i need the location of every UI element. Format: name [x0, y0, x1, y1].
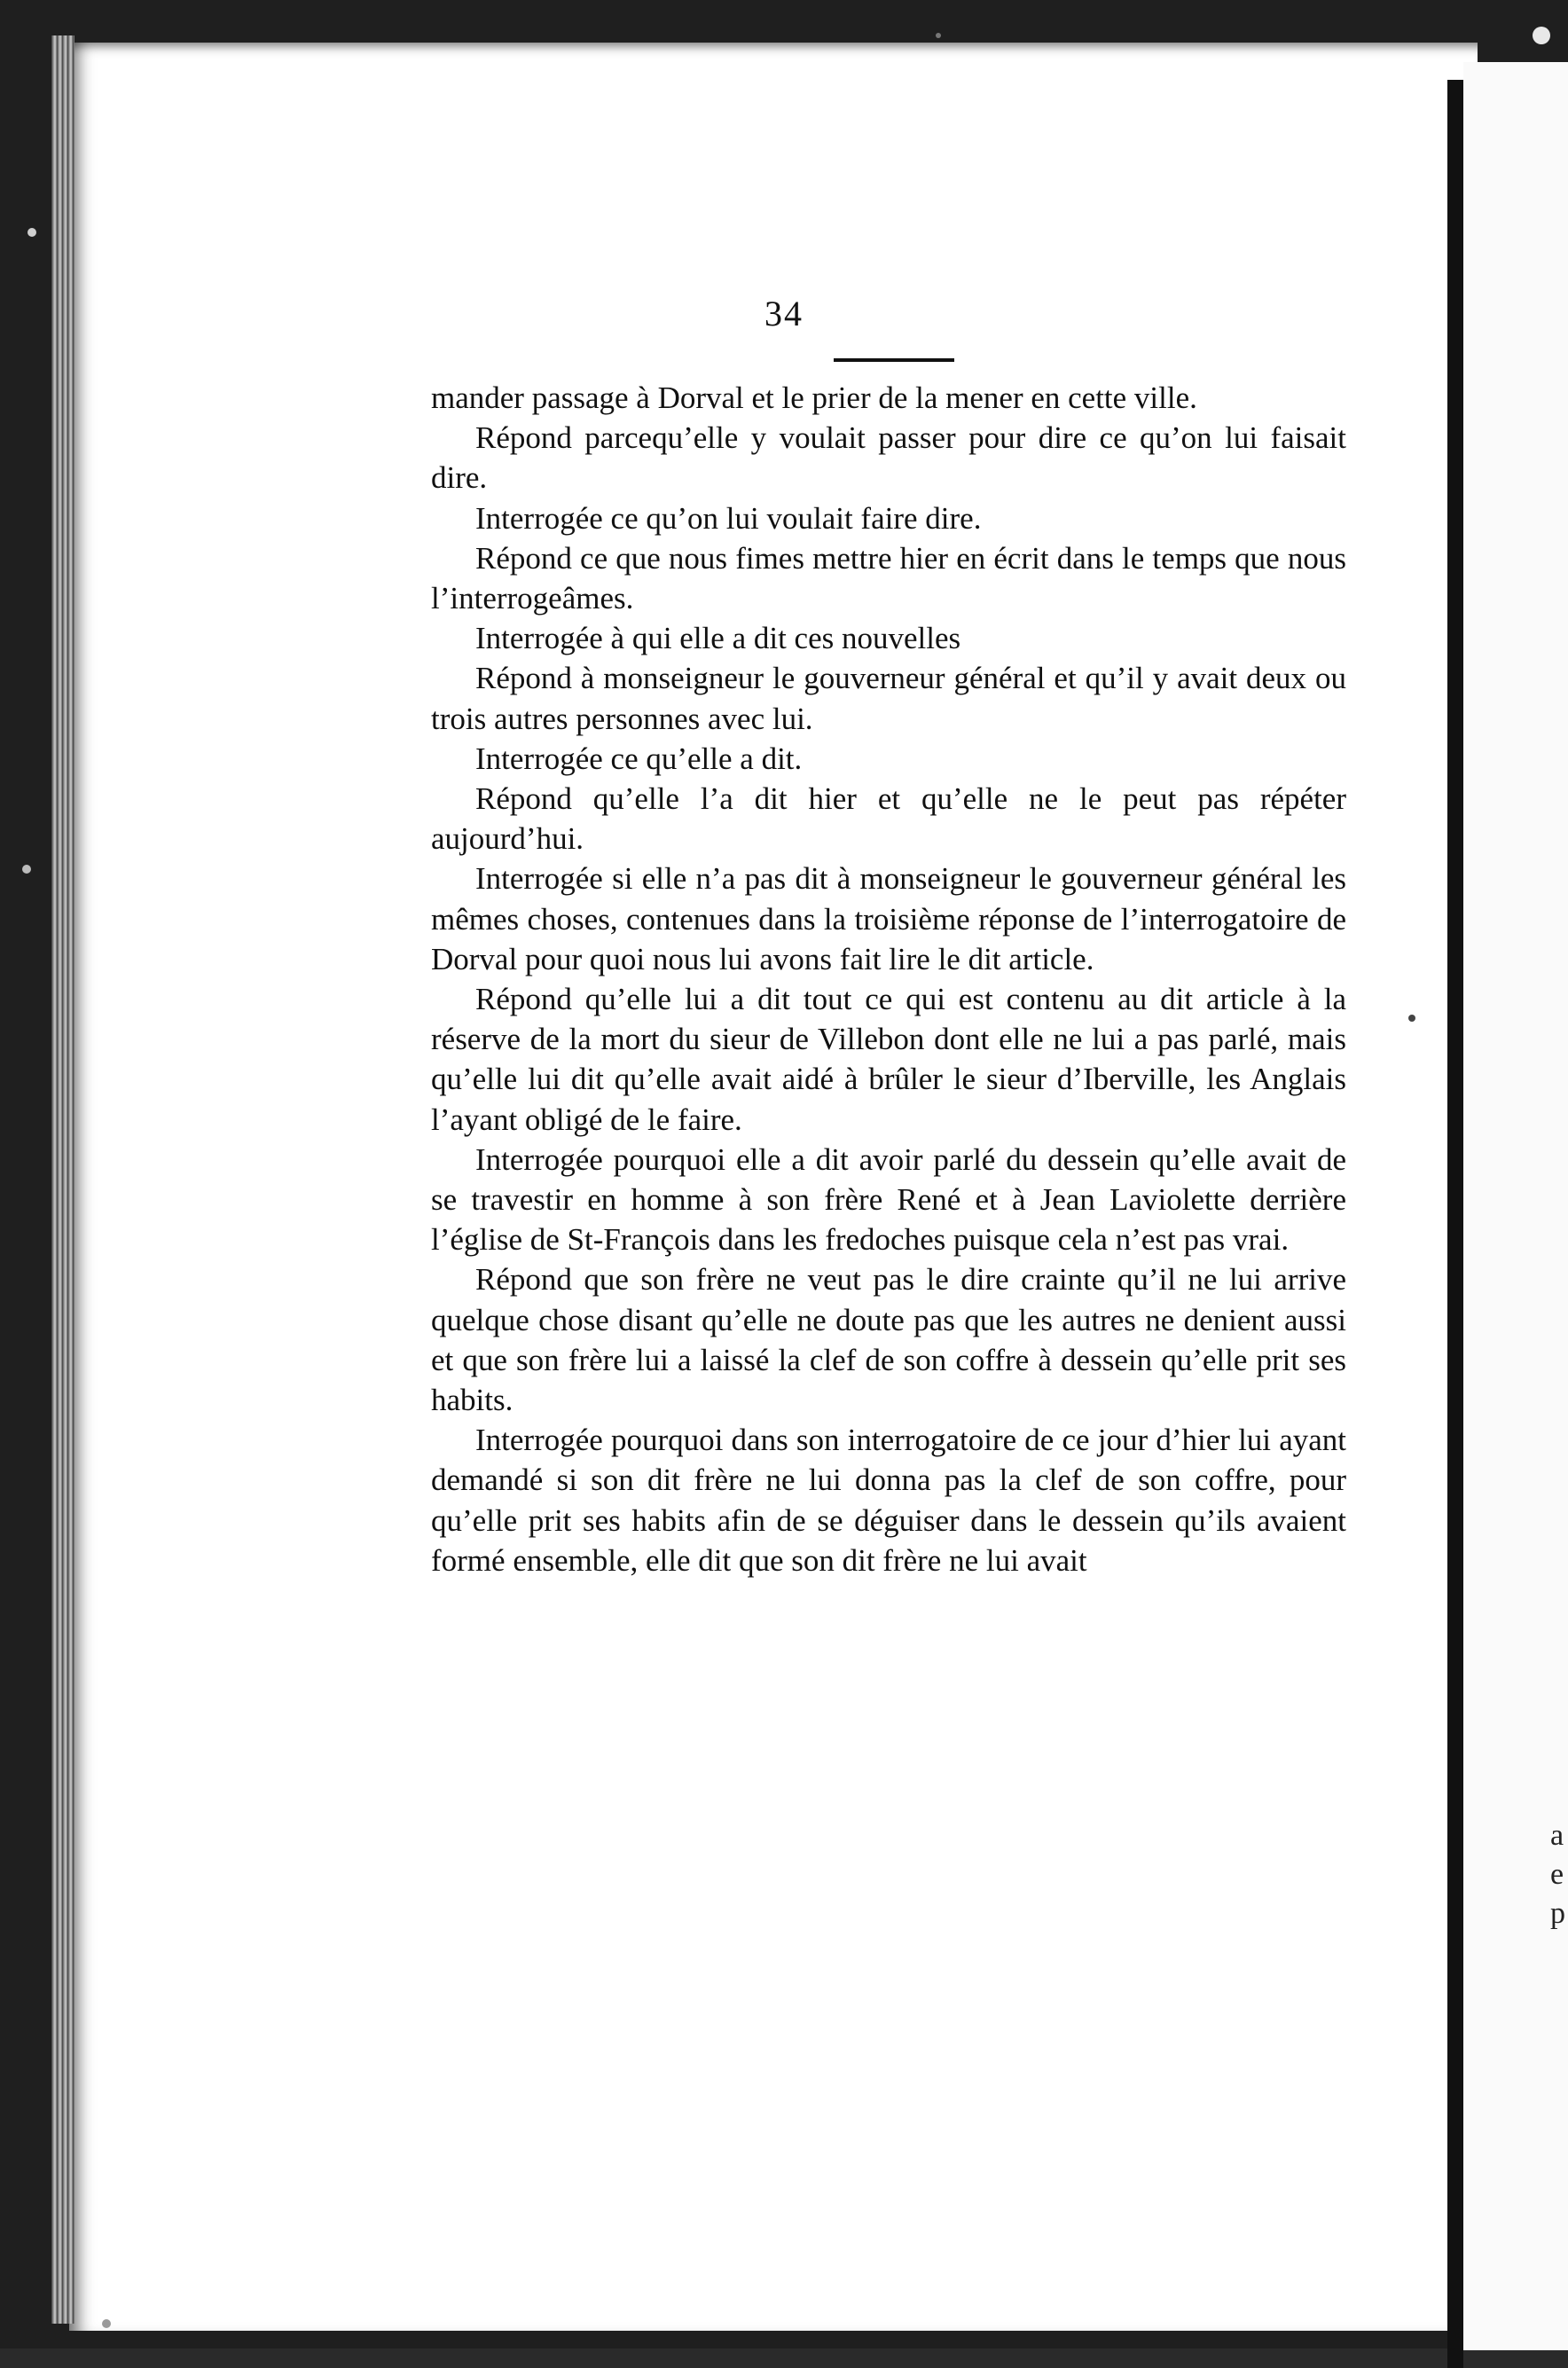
page-number: 34: [764, 294, 804, 333]
paragraph: mander passage à Dorval et le prier de la mener en cette ville.: [431, 380, 1197, 415]
adjacent-letter: e: [1550, 1858, 1564, 1891]
paragraph: Répond parcequ’elle y voulait passer pour dire ce qu’on lui faisait dire.: [431, 420, 1346, 496]
adjacent-page-text: [1550, 1816, 1568, 1933]
paragraph: Interrogée pourquoi elle a dit avoir parlé du dessein qu’elle avait de se travestir en homme à son frère René et à Jean Laviolette derrière l’église de St-François dans les fredoches puisque cela n’est pas vrai.: [431, 1141, 1346, 1258]
paragraph: Interrogée si elle n’a pas dit à monseigneur le gouverneur général les mêmes choses, contenues dans la troisième réponse de l’interrogatoire de Dorval pour quoi nous lui avons fait lire le dit article.: [431, 861, 1346, 976]
body-text: [431, 378, 1346, 1580]
page-fold-shadow: [1447, 80, 1463, 2368]
paragraph: Répond à monseigneur le gouverneur général et qu’il y avait deux ou trois autres personnes avec lui.: [431, 661, 1346, 736]
adjacent-letter: p: [1550, 1897, 1565, 1930]
paragraph: Répond ce que nous fimes mettre hier en écrit dans le temps que nous l’interrogeâmes.: [431, 540, 1346, 616]
page-stack-edge: [51, 35, 74, 2324]
paragraph: Interrogée à qui elle a dit ces nouvelles: [475, 621, 961, 656]
paragraph: Interrogée ce qu’on lui voulait faire dire.: [475, 500, 982, 536]
page-number-rule: [834, 358, 954, 362]
adjacent-page: [1463, 62, 1568, 2350]
paragraph: Interrogée ce qu’elle a dit.: [475, 741, 803, 776]
adjacent-letter: a: [1550, 1819, 1564, 1852]
paragraph: Répond qu’elle l’a dit hier et qu’elle ne le peut pas répéter aujourd’hui.: [431, 781, 1346, 857]
paragraph: Interrogée pourquoi dans son interrogatoire de ce jour d’hier lui ayant demandé si son dit frère ne lui donna pas la clef de son coffre, pour qu’elle prit ses habits afin de se déguiser dans le dessein qu’ils avaient formé ensemble, elle dit que son dit frère ne lui avait: [431, 1423, 1346, 1578]
paragraph: Répond qu’elle lui a dit tout ce qui est contenu au dit article à la réserve de la mort du sieur de Villebon dont elle ne lui a pas parlé, mais qu’elle lui dit qu’elle avait aidé à brûler le sieur d’Iberville, les Anglais l’ayant obligé de le faire.: [431, 982, 1346, 1137]
paragraph: Répond que son frère ne veut pas le dire crainte qu’il ne lui arrive quelque chose disant qu’elle ne doute pas que les autres ne denient aussi et que son frère lui a laissé la clef de son coffre à dessein qu’elle prit ses habits.: [431, 1262, 1346, 1418]
